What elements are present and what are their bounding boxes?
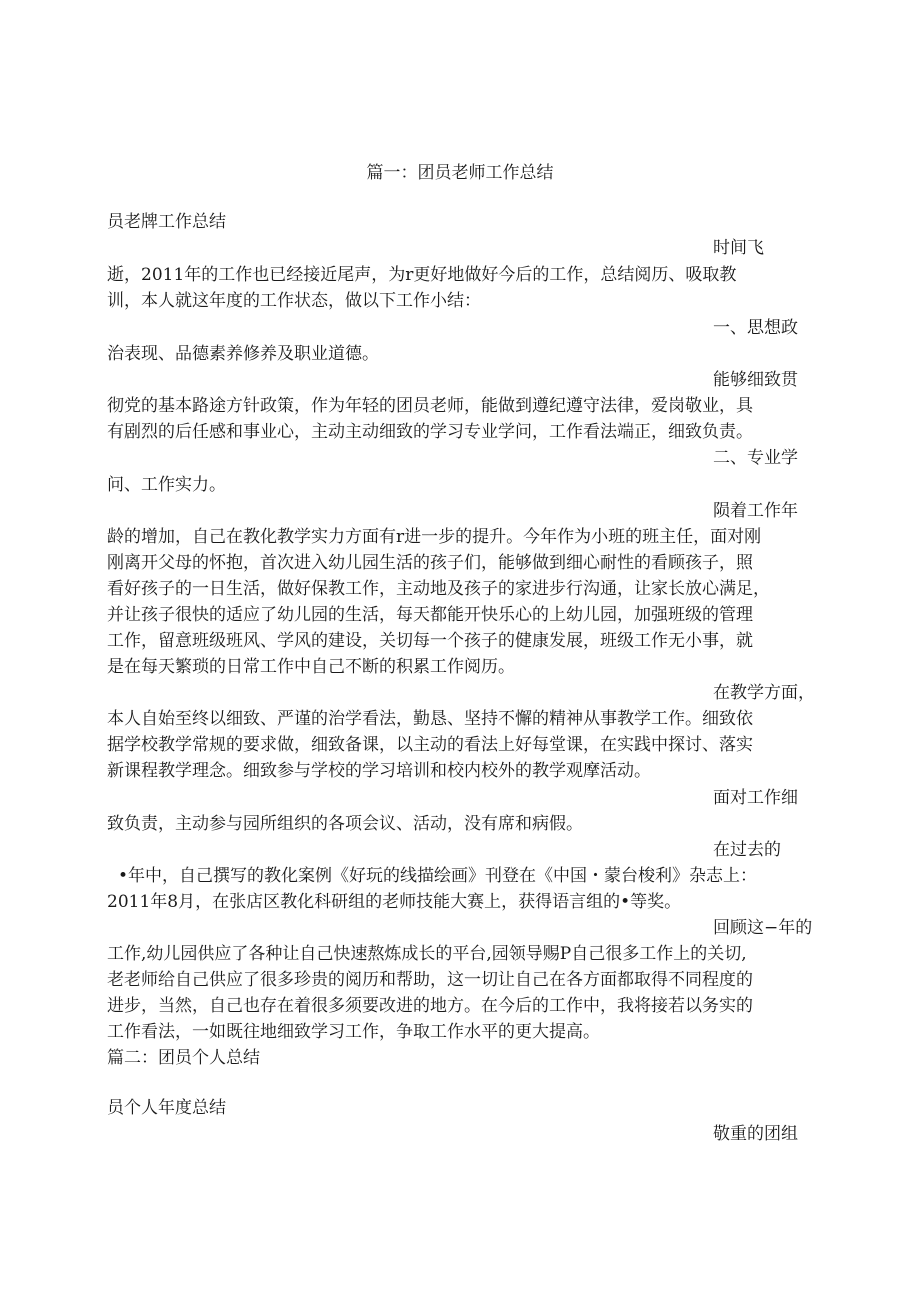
paragraph-line: 在教学方面， [713,683,815,703]
heading-line: 问、工作实力。 [107,475,226,495]
heading-line: 一、思想政 [713,318,798,338]
heading-line: 治表现、品德素养修养及职业道德。 [107,344,379,364]
paragraph-line: 能够细致贯 [713,370,798,390]
paragraph-line: 看好孩子的一日生活，做好保教工作，主动地及孩子的家进步行沟通，让家长放心满足， [107,579,770,599]
paragraph-line: •年中，自己撰写的教化案例《好玩的线描绘画》刊登在《中国・蒙台梭利》杂志上： [118,866,758,886]
paragraph-line: 老老师给自己供应了很多珍贵的阅历和帮助，这一切让自己在各方面都取得不同程度的 [107,970,753,990]
paragraph-line: 面对工作细 [713,788,798,808]
paragraph-line: 在过去的 [713,840,781,860]
section-title-2: 篇二：团员个人总结 [107,1048,260,1068]
paragraph-line: 进步，当然，自己也存在着很多须要改进的地方。在今后的工作中，我将接若以务实的 [107,996,753,1016]
paragraph-line: 陨着工作年 [713,501,798,521]
paragraph-line: 本人自始至终以细致、严谨的治学看法，勤恳、坚持不懈的精神从事教学工作。细致依 [107,709,753,729]
paragraph-line: 新课程教学理念。细致参与学校的学习培训和校内校外的教学观摩活动。 [107,761,651,781]
paragraph-line: 时间飞 [713,238,764,258]
paragraph-line: 2011年8月，在张店区教化科研组的老师技能大赛上，获得语言组的•等奖。 [107,892,682,912]
subtitle-1: 员老牌工作总结 [107,212,226,232]
paragraph-line: 据学校教学常规的要求做，细致备课，以主动的看法上好每堂课，在实践中探讨、落实 [107,735,753,755]
paragraph-line: 回顾这−年的 [713,918,813,938]
heading-line: 二、专业学 [713,448,798,468]
paragraph-line: 敬重的团组 [713,1124,798,1144]
paragraph-line: 工作，留意班级班风、学风的建设，关切每一个孩子的健康发展，班级工作无小事，就 [107,631,753,651]
paragraph-line: 训，本人就这年度的工作状态，做以下工作小结： [107,291,481,311]
paragraph-line: 逝，2011年的工作也已经接近尾声，为r更好地做好今后的工作，总结阅历、吸取教 [107,265,737,285]
paragraph-line: 刚离开父母的怀抱，首次进入幼儿园生活的孩子们，能够做到细心耐性的看顾孩子，照 [107,553,753,573]
paragraph-line: 彻党的基本路途方针政策，作为年轻的团员老师，能做到遵纪遵守法律，爱岗敬业，具 [107,396,753,416]
paragraph-line: 致负责，主动参与园所组织的各项会议、活动，没有席和病假。 [107,814,583,834]
paragraph-line: 是在每天繁琐的日常工作中自己不断的积累工作阅历。 [107,657,515,677]
paragraph-line: 工作,幼儿园供应了各种让自己快速熬炼成长的平台,园领导赐P自己很多工作上的关切, [107,944,747,964]
section-title-1: 篇一：团员老师工作总结 [366,163,554,183]
paragraph-line: 龄的增加，自己在教化教学实力方面有r进一步的提升。今年作为小班的班主任，面对刚 [107,527,762,547]
paragraph-line: 并让孩子很快的适应了幼儿园的生活，每天都能开快乐心的上幼儿园，加强班级的管理 [107,605,753,625]
paragraph-line: 有剧烈的后任感和事业心，主动主动细致的学习专业学问，工作看法端正，细致负责。 [107,422,753,442]
paragraph-line: 工作看法，一如既往地细致学习工作，争取工作水平的更大提高。 [107,1022,600,1042]
subtitle-2: 员个人年度总结 [107,1098,226,1118]
